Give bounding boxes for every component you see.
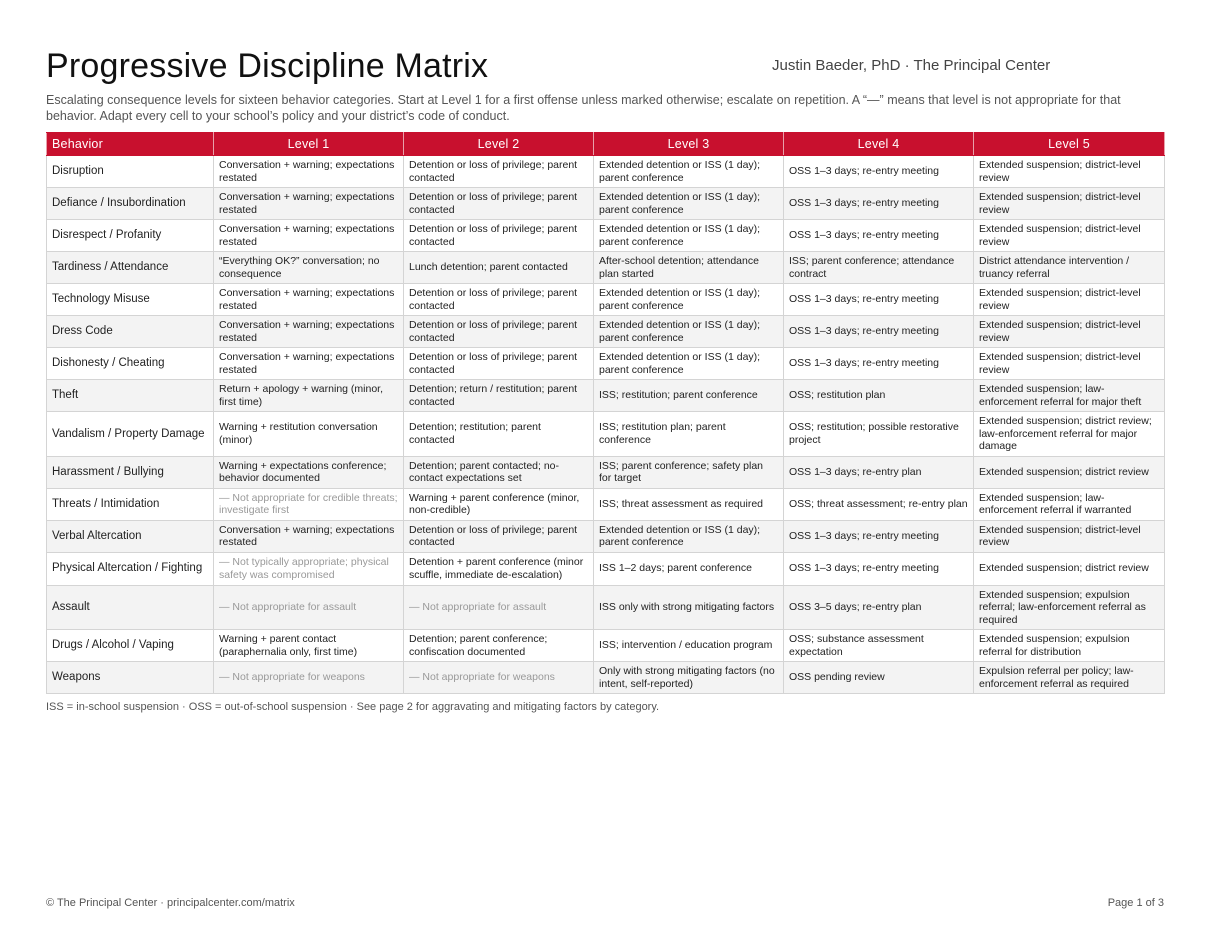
level-5-cell: Expulsion referral per policy; law-enforcement referral as required <box>974 662 1165 694</box>
level-4-cell: OSS 3–5 days; re-entry plan <box>784 585 974 630</box>
column-header-level-3: Level 3 <box>594 133 784 156</box>
page-title: Progressive Discipline Matrix <box>46 47 489 85</box>
behavior-cell: Dishonesty / Cheating <box>47 348 214 380</box>
level-3-cell: Extended detention or ISS (1 day); parent conference <box>594 156 784 188</box>
behavior-cell: Vandalism / Property Damage <box>47 412 214 457</box>
column-header-level-2: Level 2 <box>404 133 594 156</box>
table-row <box>47 412 1165 457</box>
level-1-cell: — Not appropriate for assault <box>214 585 404 630</box>
behavior-cell: Dress Code <box>47 316 214 348</box>
behavior-cell: Disruption <box>47 156 214 188</box>
page-header <box>46 0 1164 92</box>
level-4-cell: OSS 1–3 days; re-entry meeting <box>784 220 974 252</box>
behavior-cell: Weapons <box>47 662 214 694</box>
level-2-cell: Detention; parent contacted; no-contact expectations set <box>404 456 594 488</box>
level-1-cell: Conversation + warning; expectations restated <box>214 348 404 380</box>
behavior-cell: Assault <box>47 585 214 630</box>
level-3-cell: Extended detention or ISS (1 day); parent conference <box>594 284 784 316</box>
abbreviation-footnote: ISS = in-school suspension · OSS = out-of-school suspension · See page 2 for aggravating and mitigating factors by category. <box>46 701 660 713</box>
level-1-cell: Conversation + warning; expectations restated <box>214 220 404 252</box>
table-row <box>47 316 1165 348</box>
table-row <box>47 380 1165 412</box>
level-1-cell: Return + apology + warning (minor, first time) <box>214 380 404 412</box>
table-row <box>47 552 1165 585</box>
level-4-cell: OSS 1–3 days; re-entry meeting <box>784 156 974 188</box>
level-2-cell: Warning + parent conference (minor, non-credible) <box>404 488 594 520</box>
level-3-cell: After-school detention; attendance plan started <box>594 252 784 284</box>
level-1-cell: — Not appropriate for credible threats; investigate first <box>214 488 404 520</box>
level-2-cell: Detention or loss of privilege; parent contacted <box>404 520 594 552</box>
level-4-cell: OSS 1–3 days; re-entry meeting <box>784 348 974 380</box>
table-row <box>47 630 1165 662</box>
discipline-matrix-table <box>46 132 1165 694</box>
level-4-cell: OSS; restitution plan <box>784 380 974 412</box>
behavior-cell: Tardiness / Attendance <box>47 252 214 284</box>
column-header-level-4: Level 4 <box>784 133 974 156</box>
table-row <box>47 188 1165 220</box>
table-row <box>47 662 1165 694</box>
table-row <box>47 252 1165 284</box>
behavior-cell: Drugs / Alcohol / Vaping <box>47 630 214 662</box>
level-1-cell: Conversation + warning; expectations restated <box>214 520 404 552</box>
level-5-cell: Extended suspension; district-level review <box>974 188 1165 220</box>
level-2-cell: Lunch detention; parent contacted <box>404 252 594 284</box>
table-row <box>47 348 1165 380</box>
level-5-cell: Extended suspension; law-enforcement referral if warranted <box>974 488 1165 520</box>
level-3-cell: Extended detention or ISS (1 day); parent conference <box>594 220 784 252</box>
level-4-cell: OSS 1–3 days; re-entry meeting <box>784 284 974 316</box>
intro-text: Escalating consequence levels for sixteen behavior categories. Start at Level 1 for a first offense unless marked otherwise; escalate on repetition. A “—” means that level is not appropriate for that behavior. Adapt every cell to your school’s policy and your district’s code of conduct. <box>46 93 1121 123</box>
level-2-cell: — Not appropriate for assault <box>404 585 594 630</box>
level-3-cell: Extended detention or ISS (1 day); parent conference <box>594 348 784 380</box>
level-3-cell: ISS; restitution; parent conference <box>594 380 784 412</box>
level-5-cell: Extended suspension; law-enforcement referral for major theft <box>974 380 1165 412</box>
table-row <box>47 284 1165 316</box>
level-5-cell: Extended suspension; district-level review <box>974 316 1165 348</box>
level-2-cell: — Not appropriate for weapons <box>404 662 594 694</box>
table-body <box>47 156 1165 694</box>
level-4-cell: OSS pending review <box>784 662 974 694</box>
level-3-cell: Extended detention or ISS (1 day); parent conference <box>594 316 784 348</box>
level-5-cell: Extended suspension; district review <box>974 552 1165 585</box>
level-4-cell: OSS 1–3 days; re-entry meeting <box>784 316 974 348</box>
author-credit: Justin Baeder, PhD · The Principal Center <box>772 57 1051 74</box>
level-4-cell: OSS; threat assessment; re-entry plan <box>784 488 974 520</box>
table-row <box>47 520 1165 552</box>
level-2-cell: Detention; parent conference; confiscation documented <box>404 630 594 662</box>
behavior-cell: Harassment / Bullying <box>47 456 214 488</box>
level-3-cell: ISS; intervention / education program <box>594 630 784 662</box>
level-5-cell: District attendance intervention / truancy referral <box>974 252 1165 284</box>
level-1-cell: Conversation + warning; expectations restated <box>214 156 404 188</box>
level-2-cell: Detention; restitution; parent contacted <box>404 412 594 457</box>
level-4-cell: OSS 1–3 days; re-entry plan <box>784 456 974 488</box>
table-header-row <box>47 133 1165 156</box>
level-3-cell: ISS only with strong mitigating factors <box>594 585 784 630</box>
level-3-cell: ISS; parent conference; safety plan for target <box>594 456 784 488</box>
level-2-cell: Detention + parent conference (minor scuffle, immediate de-escalation) <box>404 552 594 585</box>
behavior-cell: Physical Altercation / Fighting <box>47 552 214 585</box>
behavior-cell: Defiance / Insubordination <box>47 188 214 220</box>
behavior-cell: Technology Misuse <box>47 284 214 316</box>
behavior-cell: Theft <box>47 380 214 412</box>
level-5-cell: Extended suspension; expulsion referral for distribution <box>974 630 1165 662</box>
table-row <box>47 220 1165 252</box>
level-3-cell: Extended detention or ISS (1 day); parent conference <box>594 188 784 220</box>
level-1-cell: Warning + expectations conference; behavior documented <box>214 456 404 488</box>
table-row <box>47 585 1165 630</box>
level-1-cell: Warning + restitution conversation (minor) <box>214 412 404 457</box>
level-5-cell: Extended suspension; district-level review <box>974 156 1165 188</box>
table-row <box>47 156 1165 188</box>
table-row <box>47 488 1165 520</box>
level-1-cell: — Not typically appropriate; physical safety was compromised <box>214 552 404 585</box>
behavior-cell: Verbal Altercation <box>47 520 214 552</box>
table-row <box>47 456 1165 488</box>
column-header-level-1: Level 1 <box>214 133 404 156</box>
level-1-cell: Conversation + warning; expectations restated <box>214 316 404 348</box>
level-2-cell: Detention; return / restitution; parent contacted <box>404 380 594 412</box>
level-5-cell: Extended suspension; district-level review <box>974 348 1165 380</box>
level-5-cell: Extended suspension; expulsion referral; law-enforcement referral as required <box>974 585 1165 630</box>
level-4-cell: OSS 1–3 days; re-entry meeting <box>784 520 974 552</box>
level-5-cell: Extended suspension; district-level review <box>974 284 1165 316</box>
level-2-cell: Detention or loss of privilege; parent contacted <box>404 156 594 188</box>
column-header-behavior: Behavior <box>47 133 214 156</box>
level-3-cell: ISS 1–2 days; parent conference <box>594 552 784 585</box>
level-4-cell: OSS 1–3 days; re-entry meeting <box>784 188 974 220</box>
level-2-cell: Detention or loss of privilege; parent contacted <box>404 220 594 252</box>
level-3-cell: ISS; threat assessment as required <box>594 488 784 520</box>
level-5-cell: Extended suspension; district review; law-enforcement referral for major damage <box>974 412 1165 457</box>
level-2-cell: Detention or loss of privilege; parent contacted <box>404 316 594 348</box>
level-2-cell: Detention or loss of privilege; parent contacted <box>404 348 594 380</box>
level-3-cell: Extended detention or ISS (1 day); parent conference <box>594 520 784 552</box>
level-5-cell: Extended suspension; district-level review <box>974 220 1165 252</box>
level-3-cell: ISS; restitution plan; parent conference <box>594 412 784 457</box>
level-2-cell: Detention or loss of privilege; parent contacted <box>404 284 594 316</box>
level-4-cell: OSS; substance assessment expectation <box>784 630 974 662</box>
level-4-cell: OSS 1–3 days; re-entry meeting <box>784 552 974 585</box>
level-3-cell: Only with strong mitigating factors (no intent, self-reported) <box>594 662 784 694</box>
footer-copyright: © The Principal Center · principalcenter.com/matrix <box>46 897 295 909</box>
behavior-cell: Disrespect / Profanity <box>47 220 214 252</box>
level-1-cell: Conversation + warning; expectations restated <box>214 284 404 316</box>
level-5-cell: Extended suspension; district-level review <box>974 520 1165 552</box>
level-1-cell: “Everything OK?” conversation; no consequence <box>214 252 404 284</box>
footer-page-number: Page 1 of 3 <box>1107 897 1164 909</box>
level-4-cell: OSS; restitution; possible restorative project <box>784 412 974 457</box>
level-4-cell: ISS; parent conference; attendance contract <box>784 252 974 284</box>
level-1-cell: Conversation + warning; expectations restated <box>214 188 404 220</box>
level-2-cell: Detention or loss of privilege; parent contacted <box>404 188 594 220</box>
level-5-cell: Extended suspension; district review <box>974 456 1165 488</box>
level-1-cell: Warning + parent contact (paraphernalia only, first time) <box>214 630 404 662</box>
column-header-level-5: Level 5 <box>974 133 1165 156</box>
page <box>46 0 1164 713</box>
behavior-cell: Threats / Intimidation <box>47 488 214 520</box>
level-1-cell: — Not appropriate for weapons <box>214 662 404 694</box>
